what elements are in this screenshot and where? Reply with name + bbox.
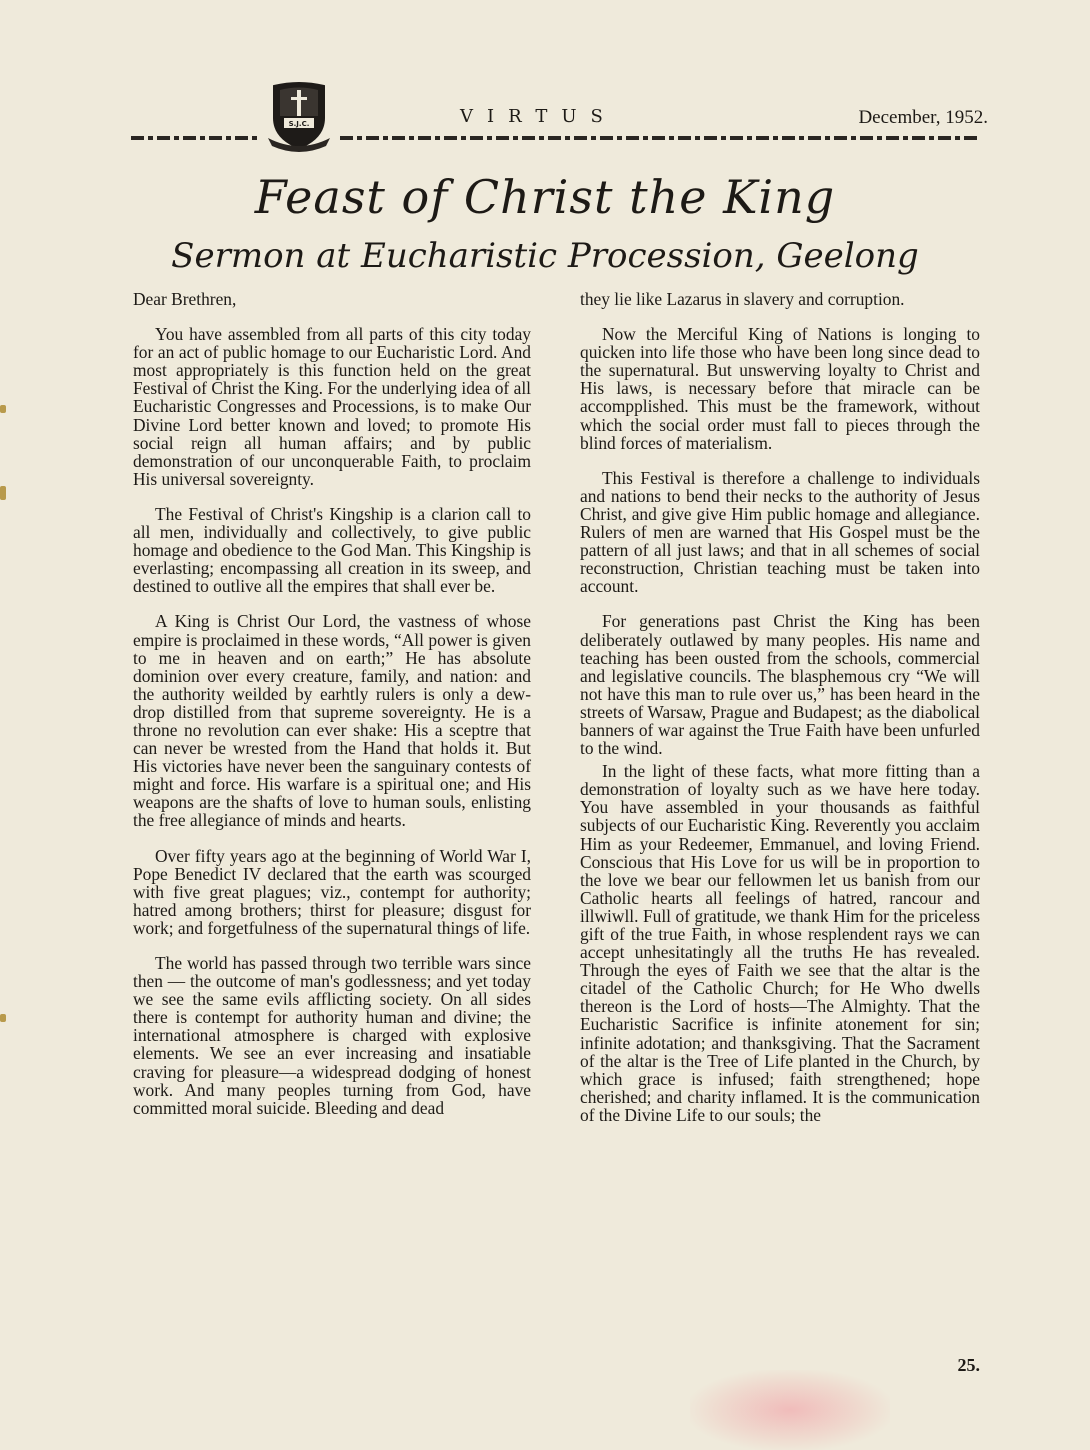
article-title: Feast of Christ the King xyxy=(254,170,836,224)
binding-mark xyxy=(0,405,6,413)
issue-date: December, 1952. xyxy=(858,107,988,128)
paragraph: Now the Merciful King of Nations is longing to quicken into life those who have been long since dead to the supernatural. But unswerving loyalty to Christ and His laws, is necessary before that miracle can be accompplished. This must be the framework, without which the social order must fall to pieces through the blind forces of materialism. xyxy=(580,324,980,453)
paragraph-continued: they lie like Lazarus in slavery and corruption. xyxy=(580,289,905,309)
paragraph: In the light of these facts, what more fitting than a demonstration of loyalty such as we have here today. You have assembled in your thousands as faithful subjects of our Eucharistic King. Reverently you acclaim Him as your Redeemer, Emmanuel, and loving Friend. Conscious that His Love for us will be in proportion to the love we bear our fellowmen let us banish from our Catholic hearts all feelings of hatred, rancour and illwiwll. Full of gratitude, we thank Him for the priceless gift of the true Faith, in whose resplendent rays we can accept unhesitatingly all the truths He has revealed. Through the eyes of Faith we see that the altar is the citadel of the Catholic Church; for He Who dwells thereon is the Lord of hosts—The Almighty. That the Eucharistic Sacrifice is infinite atonement for sin; infinite adotation; and thanksgiving. That the Sacrament of the altar is the Tree of Life planted in the Church, by which grace is infused; faith strengthened; hope cherished; and charity inflamed. It is the communication of the Divine Life to our souls; the xyxy=(580,761,980,1125)
binding-mark xyxy=(0,1014,6,1022)
paper-stain xyxy=(690,1370,890,1450)
paragraph: Over fifty years ago at the beginning of World War I, Pope Benedict IV declared that the earth was scourged with five great plagues; viz., contempt for authority; hatred among brothers; thirst for pleasure; disgust for work; and forgetfulness of the supernatural things of life. xyxy=(133,845,531,938)
header-rule-left xyxy=(131,136,258,140)
salutation: Dear Brethren, xyxy=(133,289,237,309)
page-number: 25. xyxy=(957,1355,980,1375)
paragraph: This Festival is therefore a challenge to individuals and nations to bend their necks to the authority of Jesus Christ, and give give Him public homage and allegiance. Rulers of men are warned that His Gospel must be the pattern of all just laws; and that in all schemes of social reconstruction, Christian teaching must be taken into account. xyxy=(580,467,980,597)
masthead: VIRTUS xyxy=(460,106,617,127)
paragraph: You have assembled from all parts of this city today for an act of public homage to our Eucharistic Lord. And most appropriately is this function held on the great Festival of Christ the King. For the underlying idea of all Eucharistic Congresses and Processions, is to make Our Divine Lord better known and loved; to promote His social reign all human affairs; and by public demonstration of our unconquerable Faith, to proclaim His universal sovereignty. xyxy=(133,324,531,489)
svg-text:S.J.C.: S.J.C. xyxy=(288,120,310,128)
paragraph: For generations past Christ the King has been deliberately outlawed by many peoples. His name and teaching has been ousted from the schools, commercial and legislative councils. The blasphemous cry “We will not have this man to rule over us,” has been heard in the streets of Warsaw, Prague and Budapest; as the diabolical banners of war against the True Faith have been unfurled to the wind. xyxy=(580,611,980,759)
left-column xyxy=(133,290,531,1134)
school-crest-icon xyxy=(266,80,332,152)
binding-mark xyxy=(0,486,6,500)
paragraph: The Festival of Christ's Kingship is a clarion call to all men, individually and collectively, to give public homage and obedience to the God Man. This Kingship is everlasting; encompassing all creation in its sweep, and destined to outlive all the empires that shall ever be. xyxy=(133,503,531,597)
right-column xyxy=(580,290,980,1141)
header-rule-right xyxy=(340,136,978,140)
paragraph: The world has passed through two terrible wars since then — the outcome of man's godlessness; and yet today we see the same evils afflicting society. On all sides there is contempt for authority human and divine; the international atmosphere is charged with explosive elements. We see an ever increasing and insatiable craving for pleasure—a widespread dodging of honest work. And many peoples turning from God, have committed moral suicide. Bleeding and dead xyxy=(133,953,531,1118)
paragraph: A King is Christ Our Lord, the vastness of whose empire is proclaimed in these words, “All power is given to me in heaven and on earth;” He has absolute dominion over every creature, family, and nation: and the authority weilded by earhtly rulers is only a dew-drop distilled from that supreme sovereignty. He is a throne no revolution can ever shake: His a sceptre that can never be wrested from the Hand that holds it. But His victories have never been the sanguinary contests of might and force. His warfare is a spiritual one; and His weapons are the shafts of love to human souls, enlisting the free allegiance of minds and hearts. xyxy=(133,611,531,831)
article-subtitle: Sermon at Eucharistic Procession, Geelong xyxy=(171,236,919,276)
